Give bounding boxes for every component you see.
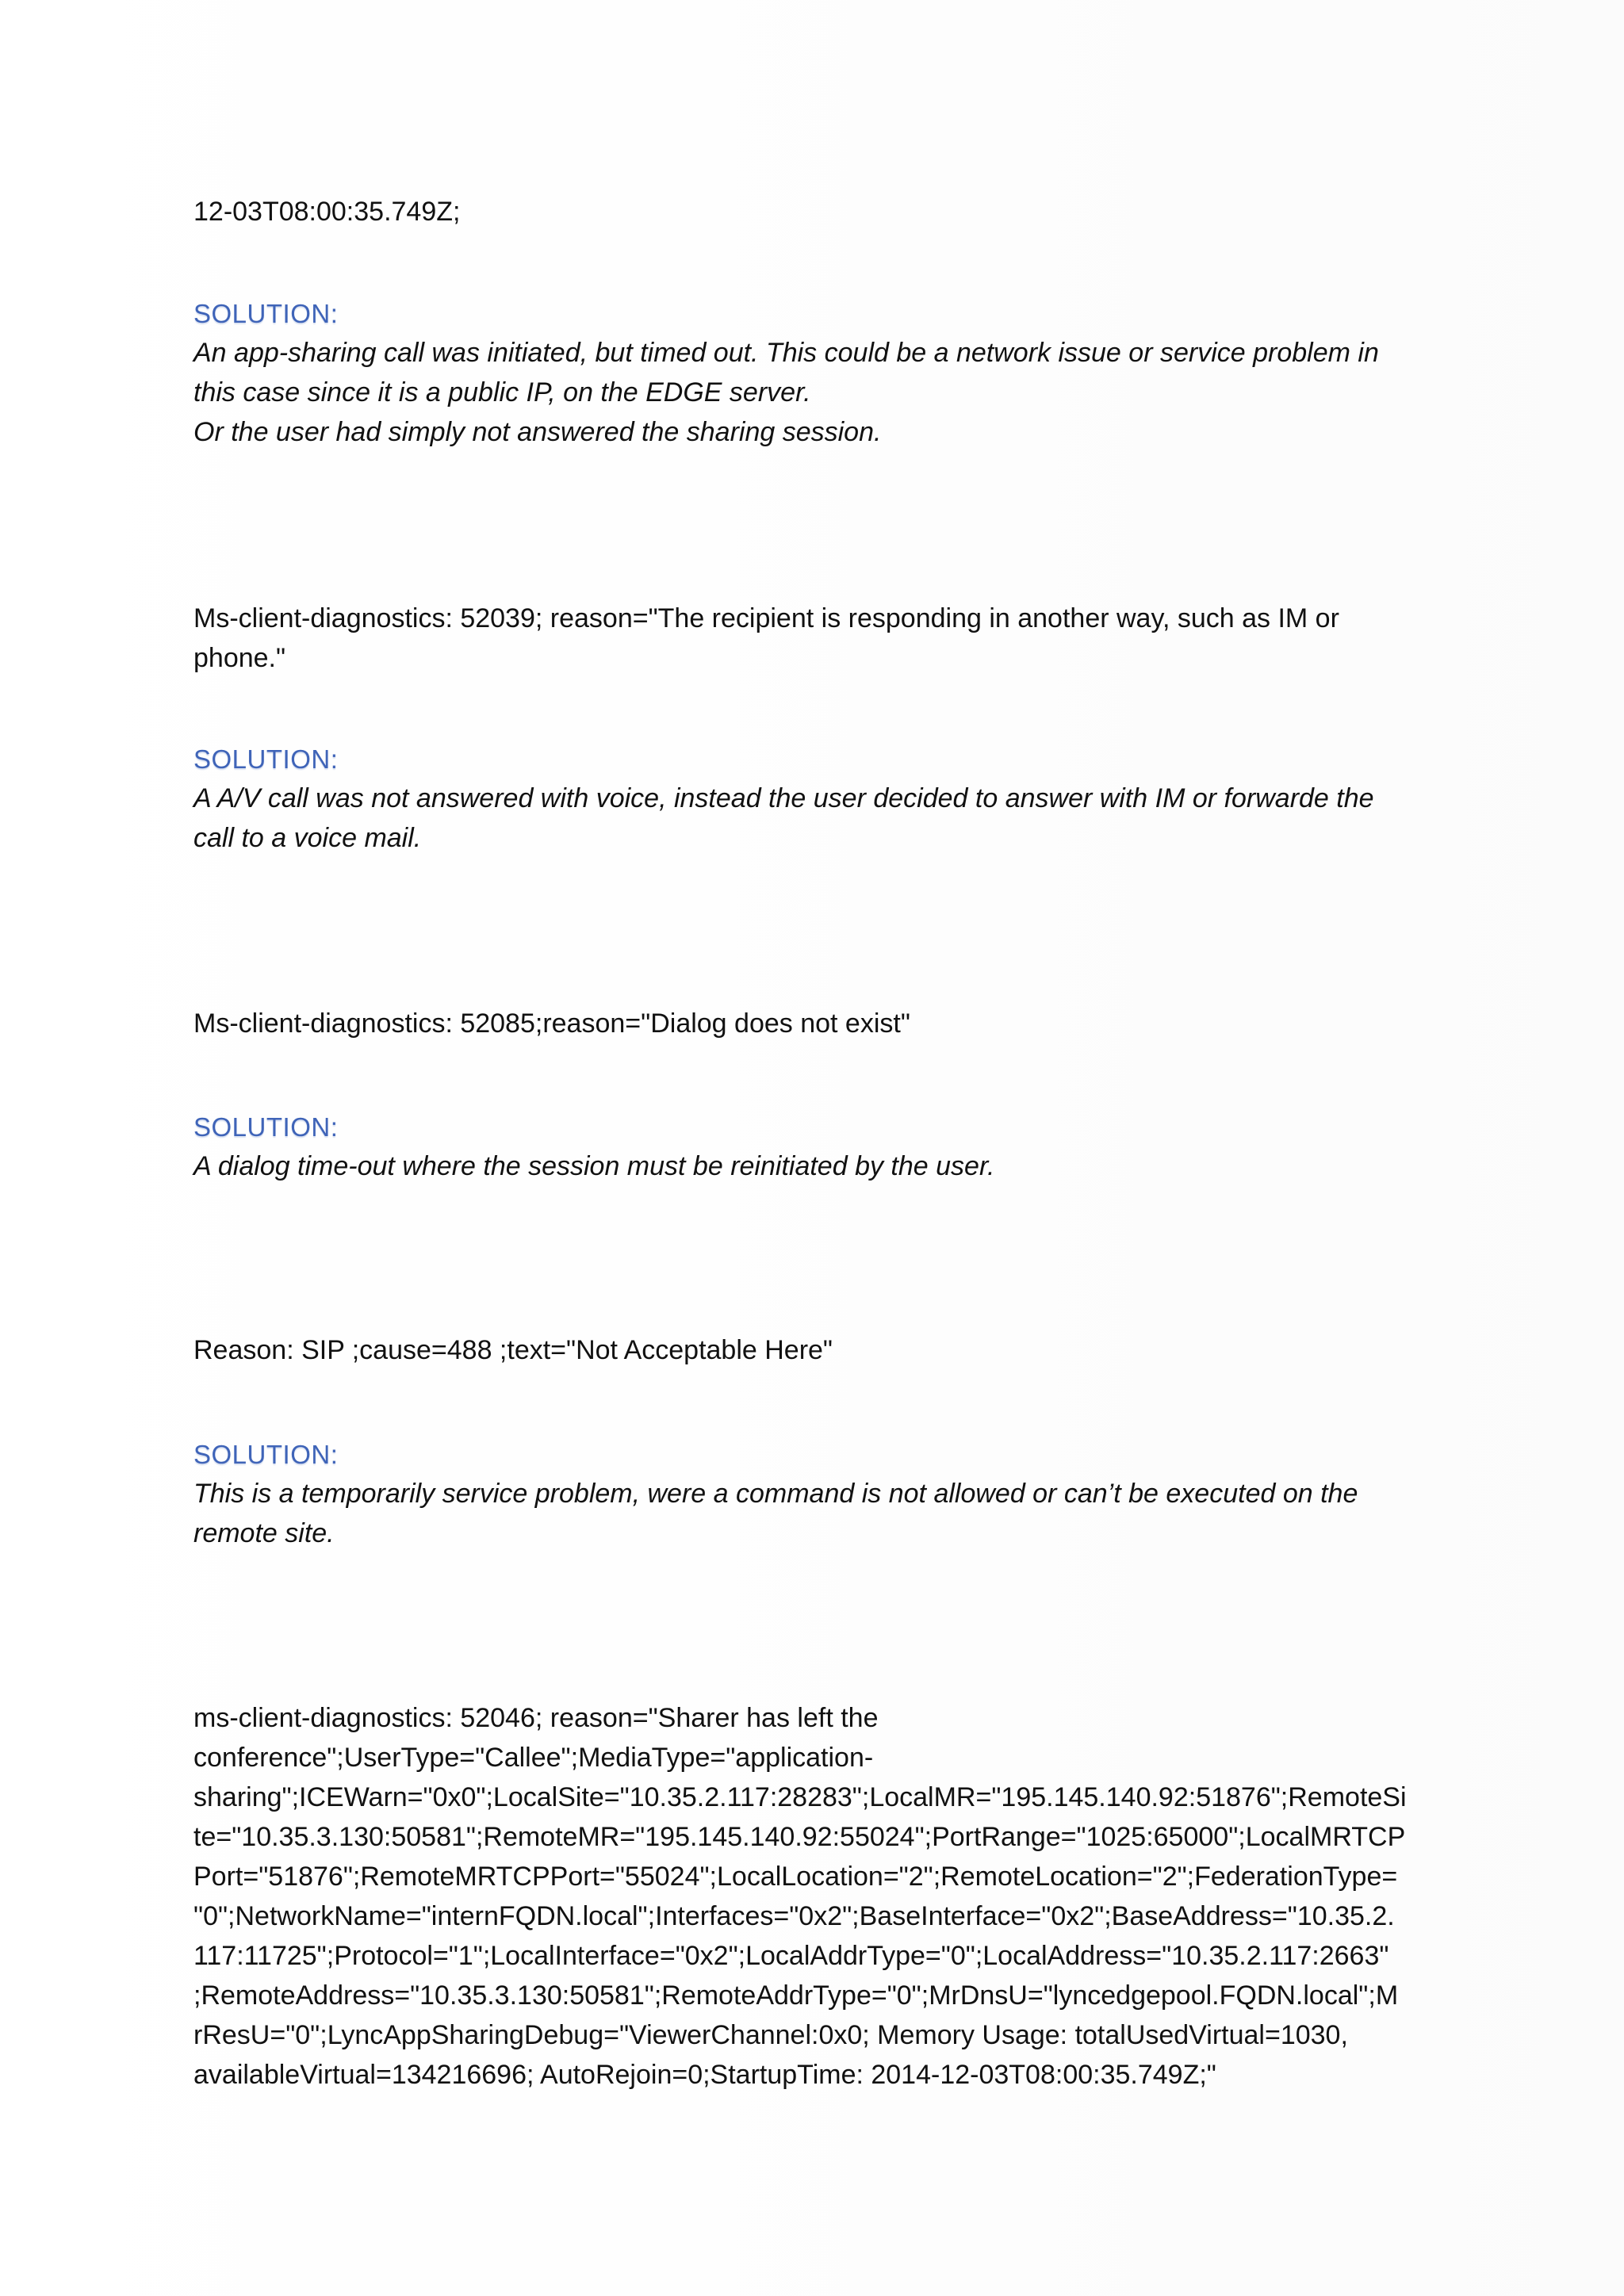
solution-heading: SOLUTION: <box>193 1440 339 1469</box>
solution-heading: SOLUTION: <box>193 1112 339 1142</box>
solution-text-line: remote site. <box>193 1518 335 1548</box>
solution-block-3 <box>193 1108 1431 1186</box>
solution-heading: SOLUTION: <box>193 299 339 328</box>
error-text-line: ms-client-diagnostics: 52046; reason="Sharer has left the <box>193 1703 879 1733</box>
error-block-3 <box>193 1004 1431 1043</box>
error-text-line: 117:11725";Protocol="1";LocalInterface="0x2";LocalAddrType="0";LocalAddress="10.35.2.117:2663" <box>193 1941 1389 1971</box>
solution-text-line: A A/V call was not answered with voice, instead the user decided to answer with IM or forwarde the <box>193 783 1374 813</box>
solution-text-line: this case since it is a public IP, on the EDGE server. <box>193 377 811 408</box>
error-text-line: phone." <box>193 643 286 673</box>
error-text-line: sharing";ICEWarn="0x0";LocalSite="10.35.2.117:28283";LocalMR="195.145.140.92:51876";RemoteSi <box>193 1782 1407 1812</box>
solution-heading: SOLUTION: <box>193 744 339 774</box>
solution-block-2 <box>193 740 1431 858</box>
error-text-line: Ms-client-diagnostics: 52085;reason="Dialog does not exist" <box>193 1008 910 1039</box>
solution-block-1 <box>193 295 1431 452</box>
solution-text-line: A dialog time-out where the session must be reinitiated by the user. <box>193 1151 995 1181</box>
solution-text-line: call to a voice mail. <box>193 823 422 853</box>
error-text-line: conference";UserType="Callee";MediaType="application- <box>193 1743 874 1773</box>
error-text-line: te="10.35.3.130:50581";RemoteMR="195.145.140.92:55024";PortRange="1025:65000";LocalMRTCP <box>193 1822 1406 1852</box>
error-text-line: Ms-client-diagnostics: 52039; reason="The recipient is responding in another way, such as IM or <box>193 603 1339 633</box>
error-text-line: ;RemoteAddress="10.35.3.130:50581";RemoteAddrType="0";MrDnsU="lyncedgepool.FQDN.local";M <box>193 1980 1399 2011</box>
error-block-5 <box>193 1698 1431 2095</box>
error-text-line: availableVirtual=134216696; AutoRejoin=0;StartupTime: 2014-12-03T08:00:35.749Z;" <box>193 2060 1216 2090</box>
solution-text-line: An app-sharing call was initiated, but timed out. This could be a network issue or service problem in <box>193 338 1379 368</box>
solution-text-line: This is a temporarily service problem, were a command is not allowed or can’t be executed on the <box>193 1479 1358 1509</box>
error-text-line: "0";NetworkName="internFQDN.local";Interfaces="0x2";BaseInterface="0x2";BaseAddress="10.35.2. <box>193 1901 1395 1931</box>
solution-text-line: Or the user had simply not answered the sharing session. <box>193 417 882 447</box>
error-text-line: rResU="0";LyncAppSharingDebug="ViewerChannel:0x0; Memory Usage: totalUsedVirtual=1030, <box>193 2020 1348 2050</box>
solution-block-4 <box>193 1436 1431 1553</box>
error-block-4 <box>193 1330 1431 1370</box>
error-text-line: Reason: SIP ;cause=488 ;text="Not Acceptable Here" <box>193 1335 833 1365</box>
error-block-1 <box>193 192 1431 232</box>
error-text-line: Port="51876";RemoteMRTCPPort="55024";LocalLocation="2";RemoteLocation="2";FederationType= <box>193 1862 1398 1892</box>
error-text-line: 12-03T08:00:35.749Z; <box>193 197 461 227</box>
error-block-2 <box>193 599 1431 678</box>
